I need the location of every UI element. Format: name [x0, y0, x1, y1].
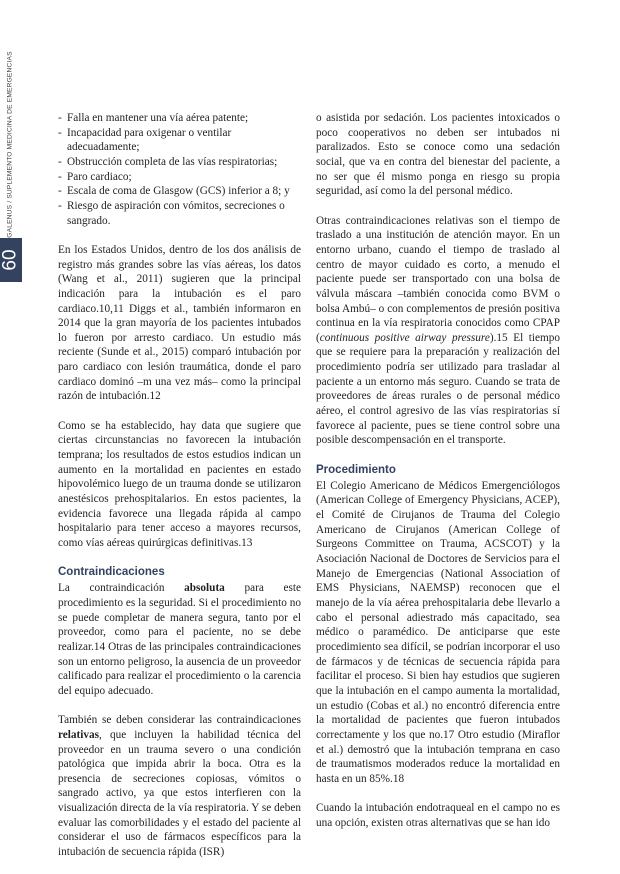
paragraph-transport: Otras contraindicaciones relativas son el tiempo de traslado a una institución de atención mayor. En un entorno urbano, cuando el tiempo de traslado al centro de mayor cuidado es corto, a menudo el paciente puede ser transportado con una bolsa de válvula máscara –también conocida como BVM o bolsa Ambú– o con complementos de presión positiva continua en la vía respiratoria conocidos como CPAP (continuous positive airway pressure).15 El tiempo que se requiere para la preparación y realización del procedimiento podría ser utilizado para trasladar al paciente a un entorno más seguro. Cuando se trata de proveedores de áreas rurales o de personal médico aéreo, el control agresivo de las vías respiratorias sí favorece al paciente, pues se tiene control sobre una posible descompensación en el transporte. [316, 214, 560, 447]
bold-absoluta: absoluta [184, 582, 225, 595]
right-column [316, 111, 560, 845]
heading-procedimiento: Procedimiento [316, 463, 396, 476]
list-item: - Escala de coma de Glasgow (GCS) inferior a 8; y [58, 184, 301, 199]
journal-label-text: GALENUS / SUPLEMENTO MEDICINA DE EMERGENCIAS [6, 51, 14, 238]
list-item: - Falla en mantener una vía aérea patente; [58, 111, 301, 126]
list-item: - Riesgo de aspiración con vómitos, secreciones o sangrado. [58, 199, 301, 228]
indication-list [58, 111, 301, 228]
list-item: - Obstrucción completa de las vías respiratorias; [58, 155, 301, 170]
paragraph-relative-contra: También se deben considerar las contraindicaciones relativas, que incluyen la habilidad técnica del proveedor en un trauma severo o una condición patológica que impida abrir la boca. Otra es la presencia de secreciones copiosas, vómitos o sangrado activo, ya que estos interfieren con la visualización directa de la vía respiratoria. Y se deben evaluar las comorbilidades y el estado del paciente al considerar el uso de fármacos específicos para la intubación de secuencia rápida (ISR) [58, 714, 301, 859]
bold-relativas: relativas [58, 728, 100, 741]
list-item: - Incapacidad para oxigenar o ventilar adecuadamente; [58, 126, 301, 155]
page-number-tab [0, 238, 22, 282]
paragraph-alternatives: Cuando la intubación endotraqueal en el campo no es una opción, existen otras alternativas que se han ido [316, 802, 560, 829]
paragraph-us-studies: En los Estados Unidos, dentro de los dos análisis de registro más grandes sobre las vías aéreas, los datos (Wang et al., 2011) sugieren que la principal indicación para la intubación es el paro cardiaco.10,11 Diggs et al., también informaron en 2014 que la gran mayoría de los pacientes intubados lo fueron por arresto cardiaco. Un estudio más reciente (Sunde et al., 2015) comparó intubación por paro cardiaco con lesión traumática, donde el paro cardiaco dominó –m una vez más– como la principal razón de intubación.12 [58, 243, 301, 403]
page-number: 60 [0, 249, 21, 271]
list-item: - Paro cardiaco; [58, 170, 301, 185]
paragraph-procedure: El Colegio Americano de Médicos Emergenciólogos (American College of Emergency Physicians, ACEP), el Comité de Cirujanos de Trauma del Colegio Americano de Cirujanos (American College of Surgeons Committee on Trauma, ACSCOT) y la Asociación Nacional de Doctores de Servicios para el Manejo de Emergencias (National Association of EMS Physicians, NAEMSP) reconocen que el manejo de la vía aérea prehospitalaria debe llevarlo a cabo el personal adiestrado más capacitado, sea médico o paramédico. De anticiparse que este procedimiento sea difícil, se podrían incorporar el uso de fármacos y de técnicas de secuencia rápida para facilitar el proceso. Si bien hay estudios que sugieren que la intubación en el campo aumenta la mortalidad, un estudio (Cobas et al.) no encontró diferencia entre la mortalidad de pacientes que fueron intubados correctamente y los que no.17 Otro estudio (Miraflor et al.) demostró que la intubación temprana en caso de traumatismos moderados reduce la mortalidad en hasta en un 85%.18 [316, 479, 560, 785]
journal-side-label [3, 42, 17, 247]
left-column [58, 111, 301, 874]
italic-cpap: continuous positive airway pressure [319, 331, 490, 344]
heading-contraindicaciones: Contraindicaciones [58, 566, 165, 579]
paragraph-absolute-contra: La contraindicación absoluta para este procedimiento es la seguridad. Si el procedimiento no se puede completar de manera segura, tanto por el proveedor, como para el paciente, no se debe realizar.14 Otras de las principales contraindicaciones son un entorno peligroso, la ausencia de un proveedor calificado para realizar el procedimiento o la carencia del equipo adecuado. [58, 582, 301, 697]
paragraph-circumstances: Como se ha establecido, hay data que sugiere que ciertas circunstancias no favorecen la intubación temprana; los resultados de estos estudios indican un aumento en la mortalidad en pacientes en estado hipovolémico luego de un trauma donde se utilizaron anestésicos prehospitalarios. En estos pacientes, la evidencia favorece una llegada rápida al campo hospitalario para tener acceso a mayores recursos, como vías aéreas quirúrgicas definitivas.13 [58, 419, 301, 549]
paragraph-sedation: o asistida por sedación. Los pacientes intoxicados o poco cooperativos no deben ser intubados ni paralizados. Esto se conoce como una sedación social, que va en contra del bienestar del paciente, a no ser que él mismo ponga en riesgo su propia seguridad, así como la del personal médico. [316, 112, 560, 198]
